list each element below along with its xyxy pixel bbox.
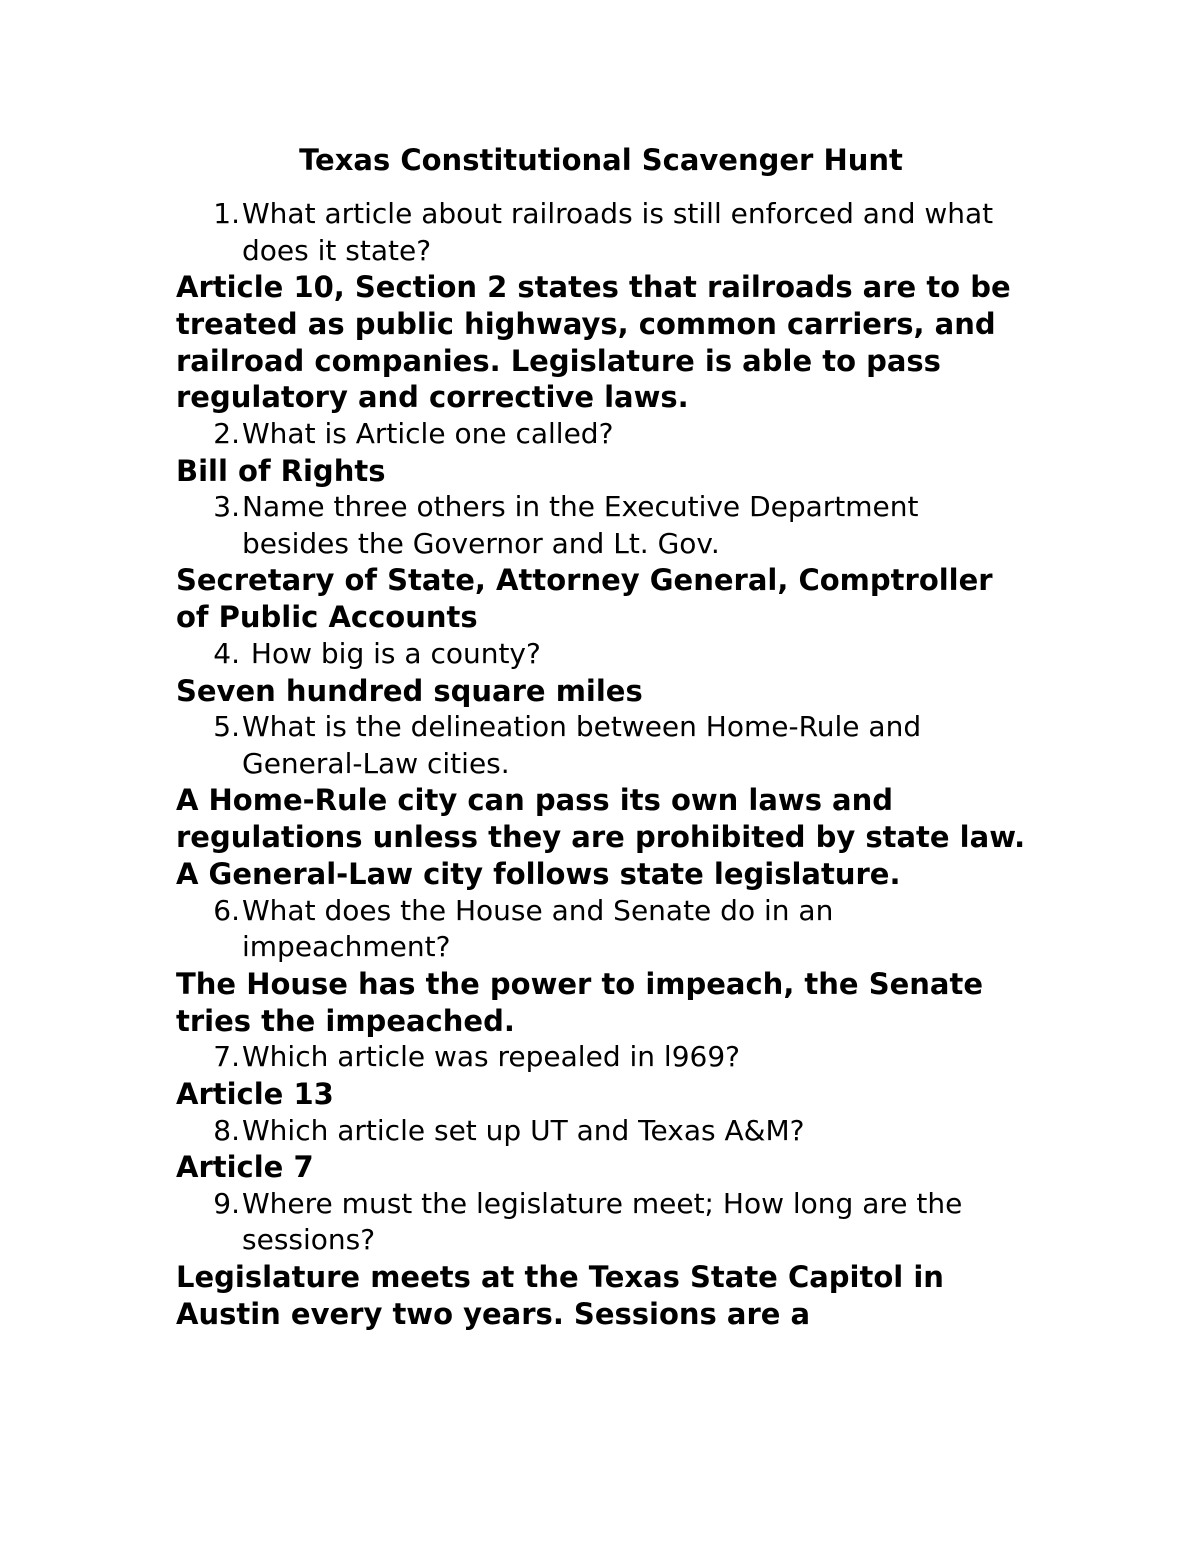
question-2 [176,416,1036,453]
answer-2: Bill of Rights [176,453,386,488]
answer-4: Seven hundred square miles [176,673,643,708]
question-text: Name three others in the Executive Department besides the Governor and Lt. Gov. [242,490,919,560]
qa-item-6 [176,893,1036,1040]
answer-1: Article 10, Section 2 states that railroads are to be treated as public highways, common carriers, and railroad companies. Legislature is able to pass regulatory and corrective laws. [176,270,1011,415]
question-text: What does the House and Senate do in an impeachment? [242,893,834,964]
question-number: 7. [213,1040,240,1074]
question-9 [176,1186,1036,1259]
question-4 [176,636,1036,673]
question-number: 1. [213,197,240,230]
answer-5: A Home-Rule city can pass its own laws and regulations unless they are prohibited by state law. A General-Law city follows state legislature. [176,783,1026,891]
question-3 [176,489,1036,562]
qa-item-3 [176,489,1036,636]
document-title: Texas Constitutional Scavenger Hunt [299,143,903,177]
qa-item-7 [176,1039,1036,1112]
document-page [176,140,1036,1333]
question-number: 3. [213,490,240,524]
question-number: 8. [213,1113,240,1147]
question-8 [176,1113,1036,1150]
question-number: 4. [213,637,240,671]
answer-9: Legislature meets at the Texas State Capitol in Austin every two years. Sessions are a [176,1259,944,1331]
qa-item-9 [176,1186,1036,1333]
qa-item-2 [176,416,1036,489]
question-text: Which article set up UT and Texas A&M? [242,1113,805,1147]
question-text: What article about railroads is still enforced and what does it state? [242,197,994,267]
question-text: What is the delineation between Home-Rule and General-Law cities. [242,710,922,780]
answer-3: Secretary of State, Attorney General, Comptroller of Public Accounts [176,563,993,635]
question-number: 2. [213,417,240,451]
qa-item-8 [176,1113,1036,1186]
question-1 [176,196,1036,269]
question-text: What is Article one called? [242,417,614,451]
answer-6: The House has the power to impeach, the Senate tries the impeached. [176,966,984,1038]
qa-item-4 [176,636,1036,709]
question-number: 9. [213,1186,240,1220]
answer-7: Article 13 [176,1076,334,1111]
question-number: 6. [213,893,240,927]
qa-item-1 [176,196,1036,416]
qa-item-5 [176,709,1036,892]
question-5 [176,709,1036,782]
question-7 [176,1039,1036,1076]
question-text: Where must the legislature meet; How long are the sessions? [242,1186,963,1257]
question-text: How big is a county? [242,637,541,671]
question-6 [176,893,1036,966]
answer-8: Article 7 [176,1150,314,1185]
question-number: 5. [213,710,240,744]
question-text: Which article was repealed in l969? [242,1040,740,1074]
